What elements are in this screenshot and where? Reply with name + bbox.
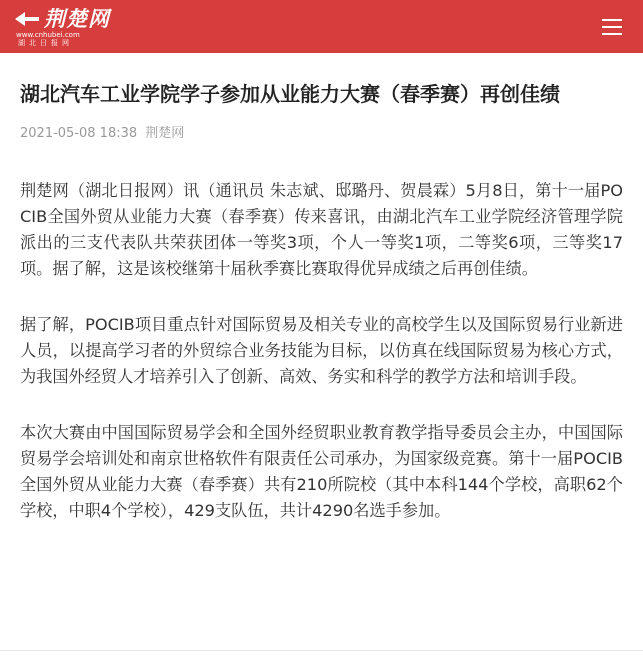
article-title: 湖北汽车工业学院学子参加从业能力大赛（春季赛）再创佳绩 bbox=[20, 82, 560, 106]
site-header bbox=[0, 0, 643, 53]
site-logo[interactable] bbox=[14, 7, 114, 47]
hamburger-menu-icon bbox=[602, 33, 622, 35]
article-meta bbox=[20, 125, 184, 143]
menu-button[interactable] bbox=[598, 13, 626, 41]
article-body bbox=[20, 178, 623, 554]
article-paragraph: 本次大赛由中国国际贸易学会和全国外经贸职业教育教学指导委员会主办，中国国际贸易学会培训处和南京世格软件有限责任公司承办，为国家级竞赛。第十一届POCIB全国外贸从业能力大赛（春季赛）共有210所院校（其中本科144个学校，高职62个学校，中职4个学校），429支队伍，共计4290名选手参加。 bbox=[20, 423, 623, 520]
article-paragraph: 据了解，POCIB项目重点针对国际贸易及相关专业的高校学生以及国际贸易行业新进人员，以提高学习者的外贸综合业务技能为目标，以仿真在线国际贸易为核心方式，为我国外经贸人才培养引入了创新、高效、务实和科学的教学方法和培训手段。 bbox=[20, 315, 623, 386]
hamburger-menu-icon bbox=[602, 19, 622, 21]
article-date: 2021-05-08 18:38 bbox=[20, 126, 138, 141]
logo-subtitle: 湖北日报网 bbox=[18, 39, 73, 47]
bottom-divider bbox=[0, 650, 643, 651]
logo-mark-icon bbox=[14, 9, 40, 29]
article-paragraph: 荆楚网（湖北日报网）讯（通讯员 朱志斌、邸璐丹、贺晨霖）5月8日，第十一届POCIB全国外贸从业能力大赛（春季赛）传来喜讯，由湖北汽车工业学院经济管理学院派出的三支代表队共荣获团体一等奖3项，个人一等奖1项，二等奖6项，三等奖17项。据了解，这是该校继第十届秋季赛比赛取得优异成绩之后再创佳绩。 bbox=[20, 181, 623, 278]
logo-url: www.cnhubei.com bbox=[16, 31, 80, 39]
hamburger-menu-icon bbox=[602, 26, 622, 28]
article-source: 荆楚网 bbox=[145, 126, 185, 141]
logo-text: 荆楚网 bbox=[44, 6, 110, 31]
